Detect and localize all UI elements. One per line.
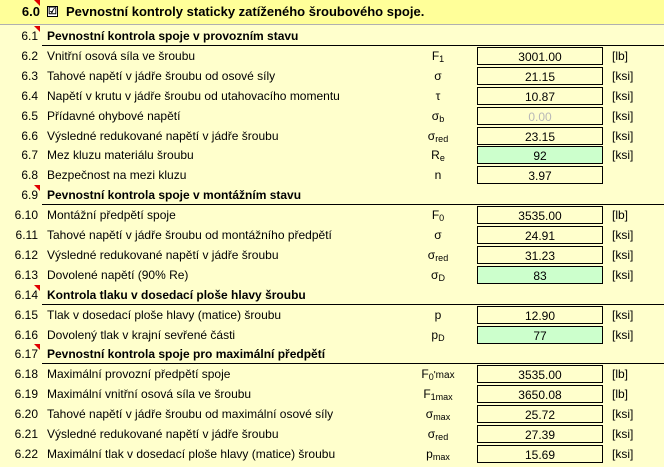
symbol — [410, 165, 466, 185]
symbol-subscript: max — [433, 412, 451, 423]
symbol — [410, 444, 466, 467]
value-cell: 15.69 — [477, 445, 603, 463]
row-number: 6.9 — [21, 188, 38, 203]
row-number: 6.1 — [21, 29, 38, 43]
value-cell: 10.87 — [477, 87, 603, 105]
row-label: Výsledné redukované napětí v jádře šroubu — [47, 247, 279, 262]
symbol — [410, 66, 466, 86]
row-label: Mez kluzu materiálu šroubu — [47, 148, 194, 163]
table-row — [0, 225, 664, 245]
table-row — [0, 46, 664, 66]
value-input[interactable]: 83 — [477, 266, 603, 284]
symbol-base: F — [423, 387, 431, 402]
table-row — [0, 165, 664, 185]
row-number: 6.6 — [21, 128, 38, 143]
symbol-subscript: 0 — [428, 372, 434, 383]
row-number: 6.19 — [14, 387, 38, 402]
value-cell: 0.00 — [477, 107, 603, 125]
value-cell: 3535.00 — [477, 365, 603, 383]
row-label: Tahové napětí v jádře šroubu od maximální osové síly — [47, 407, 334, 422]
section-heading: Pevnostní kontrola spoje v montážním stavu — [47, 188, 302, 203]
row-number: 6.16 — [14, 327, 38, 342]
symbol — [410, 305, 466, 325]
row-label: Dovolený tlak v krajní sevřené části — [47, 327, 236, 342]
table-row — [0, 106, 664, 126]
unit-label: [ksi] — [612, 327, 634, 342]
section-row — [0, 344, 664, 364]
row-number: 6.10 — [14, 208, 38, 223]
symbol-subscript: e — [439, 153, 445, 164]
value-cell: 27.39 — [477, 425, 603, 443]
value-cell: 3001.00 — [477, 47, 603, 65]
unit-label: [ksi] — [612, 247, 634, 262]
row-number: 6.12 — [14, 247, 38, 262]
table-row — [0, 384, 664, 404]
comment-indicator-icon[interactable] — [34, 0, 40, 6]
unit-label: [ksi] — [612, 68, 634, 83]
symbol-subscript: max — [432, 451, 450, 462]
section-header — [0, 0, 664, 25]
table-row — [0, 404, 664, 424]
comment-indicator-icon[interactable] — [34, 344, 40, 350]
symbol-base: σ — [434, 68, 442, 83]
unit-label: [ksi] — [612, 427, 634, 441]
symbol-base: σ — [431, 108, 440, 123]
symbol-base: p — [434, 307, 442, 322]
row-number: 6.17 — [14, 347, 38, 362]
comment-indicator-icon[interactable] — [34, 185, 40, 191]
value-cell: 3535.00 — [477, 206, 603, 224]
table-row — [0, 265, 664, 285]
row-label: Vnitřní osová síla ve šroubu — [47, 48, 196, 63]
value-cell: 23.15 — [477, 127, 603, 145]
unit-label: [ksi] — [612, 128, 634, 143]
row-number: 6.20 — [14, 407, 38, 422]
row-label: Přídavné ohybové napětí — [47, 108, 181, 123]
symbol-subscript: D — [438, 272, 445, 283]
row-label: Dovolené napětí (90% Re) — [47, 267, 189, 282]
section-row — [0, 285, 664, 305]
row-number: 6.8 — [21, 168, 38, 183]
symbol-base: σ — [427, 427, 436, 441]
row-number: 6.11 — [15, 228, 38, 242]
value-cell: 25.72 — [477, 405, 603, 423]
section-checkbox[interactable]: ☑ — [48, 6, 57, 17]
symbol-base: F — [431, 208, 440, 223]
row-label: Výsledné redukované napětí v jádře šroubu — [47, 427, 279, 441]
table-row — [0, 126, 664, 146]
row-label: Maximální tlak v dosedací ploše hlavy (matice) šroubu — [47, 446, 336, 461]
unit-label: [ksi] — [612, 267, 634, 282]
value-input[interactable]: 77 — [477, 326, 603, 344]
symbol-subscript: red — [435, 432, 449, 442]
row-number: 6.22 — [14, 446, 38, 461]
table-row — [0, 444, 664, 464]
row-label: Bezpečnost na mezi kluzu — [47, 168, 187, 183]
symbol-subscript: b — [439, 113, 445, 124]
symbol-base: σ — [425, 407, 434, 422]
symbol-base: p — [426, 446, 433, 461]
row-label: Výsledné redukované napětí v jádře šroubu — [47, 128, 279, 143]
row-label: Maximální vnitřní osová síla ve šroubu — [47, 387, 252, 402]
symbol-subscript: D — [438, 332, 445, 343]
section-heading: Pevnostní kontrola spoje v provozním stavu — [47, 29, 299, 43]
value-cell: 3.97 — [477, 166, 603, 184]
comment-indicator-icon[interactable] — [34, 285, 40, 291]
symbol-base: σ — [431, 267, 439, 282]
row-number: 6.4 — [21, 88, 38, 103]
section-heading: Kontrola tlaku v dosedací ploše hlavy šroubu — [47, 287, 306, 302]
symbol — [410, 86, 466, 106]
row-number: 6.7 — [21, 148, 38, 163]
row-label: Tahové napětí v jádře šroubu od osové síly — [47, 68, 276, 83]
table-row — [0, 66, 664, 86]
symbol-base: R — [431, 148, 440, 163]
table-row — [0, 325, 664, 345]
unit-label: [lb] — [612, 387, 629, 402]
value-cell: 31.23 — [477, 246, 603, 264]
section-heading: Pevnostní kontrola spoje pro maximální předpětí — [47, 347, 326, 362]
row-number: 6.2 — [21, 48, 38, 63]
unit-label: [lb] — [612, 367, 629, 382]
value-cell: 12.90 — [477, 306, 603, 324]
symbol-base: σ — [427, 247, 436, 262]
row-number: 6.18 — [14, 367, 38, 382]
unit-label: [ksi] — [612, 88, 634, 103]
unit-label: [ksi] — [612, 228, 634, 242]
symbol-subscript: 0 — [439, 213, 445, 224]
symbol-subscript: red — [435, 252, 449, 263]
row-number: 6.3 — [21, 68, 38, 83]
symbol-subscript: 1 — [439, 53, 445, 64]
unit-label: [ksi] — [612, 108, 634, 123]
symbol-subscript: red — [435, 133, 449, 144]
symbol-base: p — [431, 327, 439, 342]
row-number: 6.15 — [14, 307, 38, 322]
value-cell: 21.15 — [477, 67, 603, 85]
table-row — [0, 145, 664, 165]
row-label: Tahové napětí v jádře šroubu od montážního předpětí — [47, 228, 332, 242]
symbol-base: F — [421, 367, 429, 382]
section-number: 6.0 — [21, 4, 40, 19]
row-number: 6.13 — [14, 267, 38, 282]
table-row — [0, 364, 664, 384]
row-label: Montážní předpětí spoje — [47, 208, 176, 223]
table-row — [0, 245, 664, 265]
row-label: Tlak v dosedací ploše hlavy (matice) šroubu — [47, 307, 282, 322]
unit-label: [ksi] — [612, 148, 634, 163]
section-row — [0, 185, 664, 205]
symbol-base: τ — [435, 88, 441, 103]
unit-label: [ksi] — [612, 446, 634, 461]
symbol-subscript: 1max — [430, 392, 453, 403]
unit-label: [lb] — [612, 48, 629, 63]
section-title: Pevnostní kontroly staticky zatíženého šroubového spoje. — [66, 4, 425, 19]
row-number: 6.5 — [21, 108, 38, 123]
unit-label: [ksi] — [612, 407, 634, 422]
value-cell: 24.91 — [477, 226, 603, 244]
comment-indicator-icon[interactable] — [34, 26, 40, 32]
symbol-base: n — [434, 168, 442, 183]
unit-label: [lb] — [612, 208, 629, 223]
symbol-superscript: 'max — [433, 370, 455, 382]
table-row — [0, 205, 664, 225]
symbol-base: σ — [434, 228, 442, 242]
unit-label: [ksi] — [612, 307, 634, 322]
row-label: Napětí v krutu v jádře šroubu od utahovacího momentu — [47, 88, 340, 103]
section-row — [0, 26, 664, 46]
value-cell: 3650.08 — [477, 385, 603, 403]
value-input[interactable]: 92 — [477, 146, 603, 164]
symbol — [410, 225, 466, 245]
symbol-base: σ — [427, 128, 436, 143]
table-row — [0, 424, 664, 444]
row-number: 6.21 — [14, 427, 38, 441]
table-row — [0, 305, 664, 325]
symbol-base: F — [431, 48, 440, 63]
row-label: Maximální provozní předpětí spoje — [47, 367, 231, 382]
table-row — [0, 86, 664, 106]
row-number: 6.14 — [14, 287, 38, 302]
